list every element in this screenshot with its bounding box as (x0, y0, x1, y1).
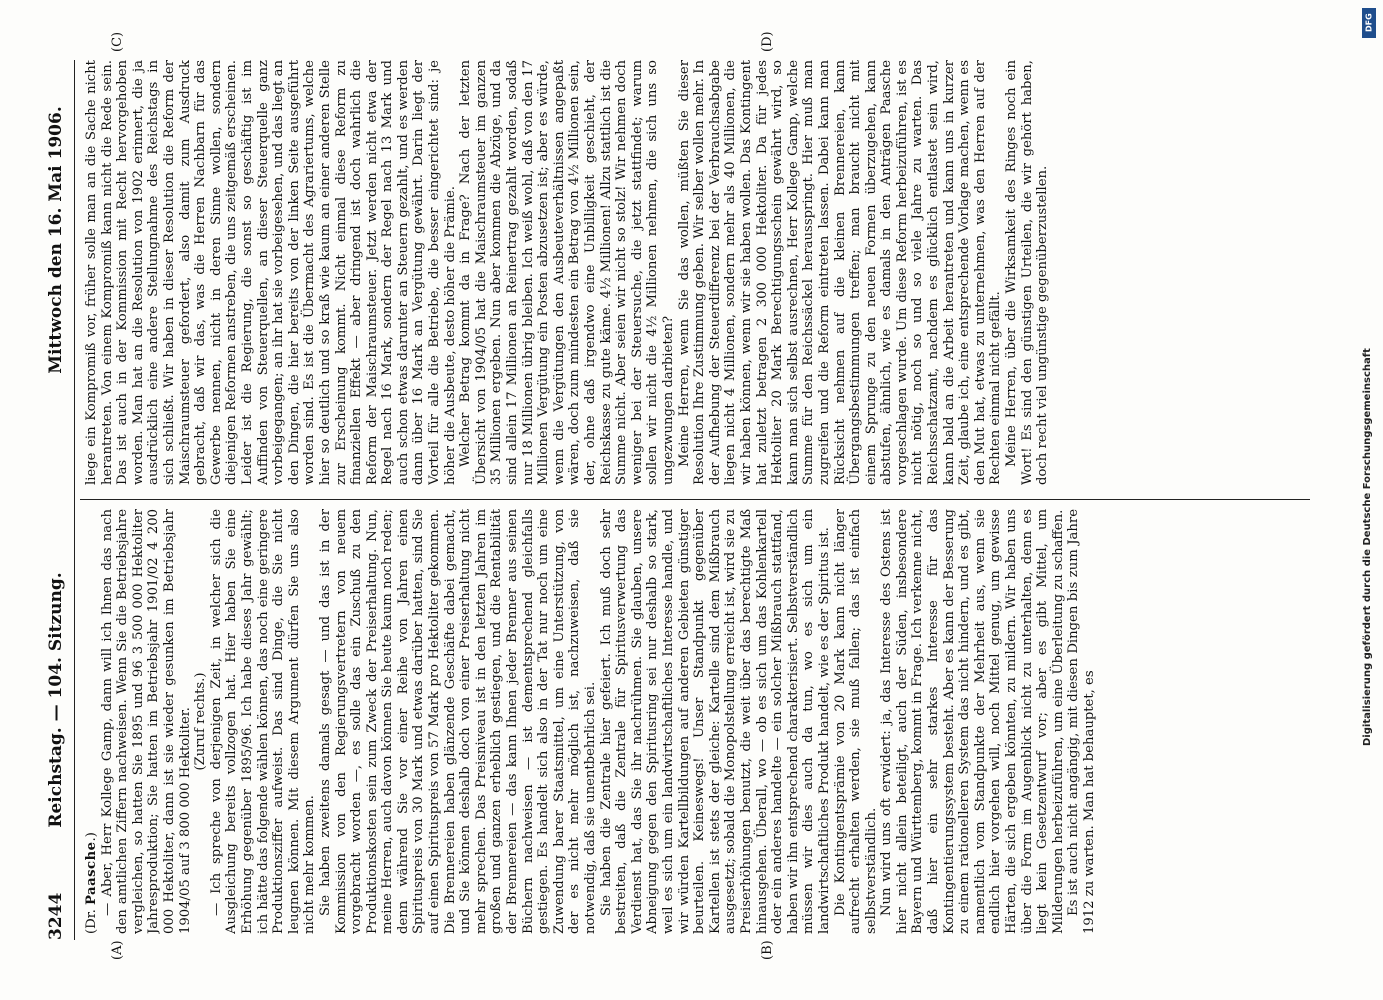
dfg-logo-icon: DFG (1362, 8, 1376, 38)
paragraph: — Aber, Herr Kollege Gamp, dann will ich Ihnen das nach den amtlichen Ziffern nachweisen. Wenn Sie die Betriebsjahre vergleichen, so hatten Sie 1895 und 96 3 500 000 Hektoliter Jahresproduktion; Sie hatten im Betriebsjahr 1901/02 4 200 000 Hektoliter, dann ist sie wieder gesunken im Betriebsjahr 1904/05 auf 3 800 000 Hektoliter. (99, 509, 193, 934)
right-column (84, 60, 1309, 485)
left-column (84, 509, 1309, 934)
margin-marker-a: (A) (110, 940, 125, 960)
paragraph: — Ich spreche von derjenigen Zeit, in welcher sich die Ausgleichung bereits vollzogen hat. Hier haben Sie eine Erhöhung gegenüber 1895/96. Ich habe dieses Jahr gewählt; ich hätte das folgende wählen können, das noch eine geringere Produktionsziffer aufweist. Das sind Dinge, die Sie nicht leugnen können. Mit diesem Argument dürfen Sie uns also nicht mehr kommen. (208, 509, 318, 934)
page-header (46, 60, 70, 940)
paragraph: Welcher Betrag kommt da in Frage? Nach der letzten Übersicht von 1904/05 hat die Maischraumsteuer im ganzen 35 Millionen ergeben. Nun aber kommen die Abzüge, und da sind allein 17 Millionen an Reinertrag gezahlt worden, sodaß nur 18 Millionen übrig bleiben. Ich weiß wohl, daß von den 17 Millionen Vergütung ein Posten abzusetzen ist; aber es würde, wenn die Vergütungen den Ausbeuteverhältnissen angepaßt wären, doch zum mindesten ein Betrag von 4½ Millionen sein, der, ohne daß irgendwo eine Unbilligkeit geschieht, der Reichskasse zu gute käme. 4½ Millionen! Allzu stattlich ist die Summe nicht. Aber seien wir nicht so stolz! Wir nehmen doch weniger bei der Steuersuche, die jetzt stattfindet; warum sollen wir nicht die 4½ Millionen nehmen, die sich uns so ungezwungen darbieten? (458, 60, 676, 485)
paragraph: Meine Herren, wenn Sie das wollen, müßten Sie dieser Resolution Ihre Zustimmung geben. Wir selber wollen mehr. In der Aufhebung der Steuerdifferenz bei der Verbrauchsabgabe liegen nicht 4 Millionen, sondern mehr als 40 Millionen, die wir haben können, wenn wir sie haben wollen. Das Kontingent hat zuletzt betragen 2 300 000 Hektoliter. Da für jedes Hektoliter 20 Mark Berechtigungsschein gewährt wird, so kann man sich selbst ausrechnen, Herr Kollege Gamp, welche Summe für den Reichssäckel herausspringt. Hier muß man zugreifen und die Reform eintreten lassen. Dabei kann man Rücksicht nehmen auf die kleinen Brennereien, kann Übergangsbestimmungen treffen; man braucht nicht mit einem Sprunge zu den neuen Formen überzugehen, kann abstufen, ähnlich, wie es damals in den Anträgen Paasche vorgeschlagen wurde. Um diese Reform herbeizuführen, ist es nicht nötig, noch so und so viele Jahre zu warten. Das Reichsschatzamt, nachdem es glücklich entlastet sein wird, kann bald an die Arbeit herantreten und kann uns in kurzer Zeit, glaube ich, eine entsprechende Vorlage machen, wenn es den Mut hat, etwas zu unternehmen, was den Herren auf der Rechten einmal nicht gefällt. (676, 60, 1004, 485)
speaker-prefix: (Dr. (84, 905, 99, 934)
paragraph: Sie haben zweitens damals gesagt — und das ist in der Kommission von den Regierungsvertretern von neuem vorgebracht worden —, es solle das ein Zuschuß zu den Produktionskosten sein zum Zweck der Preiserhaltung. Nun, meine Herren, auch davon können Sie heute kaum noch reden; denn während Sie vor einer Reihe von Jahren einen Spirituspreis von 30 Mark und etwas darüber hatten, sind Sie auf einen Spirituspreis von 57 Mark pro Hektoliter gekommen. Die Brennereien haben glänzende Geschäfte dabei gemacht, und Sie können deshalb doch von einer Preiserhaltung nicht mehr sprechen. Das Preisniveau ist in den letzten Jahren im großen und ganzen erheblich gestiegen, und die Rentabilität der Brennereien — das kann Ihnen jeder Brenner aus seinen Büchern nachweisen — ist dementsprechend gleichfalls gestiegen. Es handelt sich also in der Tat nur noch um eine Zuwendung barer Staatsmittel, um eine Unterstützung, von der es nicht mehr möglich ist, nachzuweisen, daß sie notwendig, daß sie unentbehrlich sei. (317, 509, 598, 934)
paragraph: Es ist auch nicht angängig, mit diesen Dingen bis zum Jahre 1912 zu warten. Man hat behauptet, es (1066, 509, 1097, 934)
header-left-title: Reichstag. — 104. Sitzung. (46, 572, 66, 828)
paragraph: Sie haben die Zentrale hier gefeiert. Ich muß doch sehr bestreiten, daß die Zentrale für Spiritusverwertung das Verdienst hat, das Sie ihr nachrühmen. Sie glauben, unsere Abneigung gegen den Spiritusring sei nur deshalb so stark, weil es sich um ein landwirtschaftliches Interesse handle, und wir würden Kartellbildungen auf anderen Gebieten günstiger beurteilen. Keineswegs! Unser Standpunkt gegenüber Kartellen ist stets der gleiche: Kartelle sind dem Mißbrauch ausgesetzt; sobald die Monopolstellung erreicht ist, wird sie zu Preiserhöhungen benutzt, die weit über das berechtigte Maß hinausgehen. Überall, wo — ob es sich um das Kohlenkartell oder ein anderes handelte — ein solcher Mißbrauch stattfand, haben wir ihn entsprechend charakterisiert. Selbstverständlich müssen wir dies auch da tun, wo es sich um ein landwirtschaftliches Produkt handelt, wie es der Spiritus ist. (598, 509, 832, 934)
speaker-line (84, 509, 100, 934)
digitization-credit (1362, 6, 1376, 994)
header-rule (74, 60, 75, 940)
paragraph: liege ein Kompromiß vor, früher solle man an die Sache nicht herantreten. Von einem Kompromiß kann nicht die Rede sein. Das ist auch in der Kommission mit Recht hervorgehoben worden. Man hat an die Resolution von 1902 erinnert, die ja ausdrücklich eine andere Stellungnahme des Reichstags in sich schließt. Wir haben in dieser Resolution die Reform der Maischraumsteuer gefordert, also damit zum Ausdruck gebracht, daß wir das, was die Herren Nachbarn für das Gewerbe nennen, nicht in deren Sinne wollen, sondern diejenigen Reformen anstreben, die uns zeitgemäß erscheinen. Leider ist die Regierung, die sonst so geschäftig ist im Auffinden von Steuerquellen, an dieser Steuerquelle ganz vorbeigegangen; an ihr hat sie vorbeigesehen, und das liegt an den Dingen, die hier bereits von der linken Seite ausgeführt worden sind. Es ist die Übermacht des Agrariertums, welche hier so deutlich und so kraß wie kaum an einer anderen Stelle zur Erscheinung kommt. Nicht einmal diese Reform zu finanziellen Effekt — aber dringend ist doch wahrlich die Reform der Maischraumsteuer. Jetzt werden nicht etwa der Regel nach 16 Mark, sondern der Regel nach 13 Mark und auch schon etwas darunter an Steuern gezahlt, und es werden dann über 16 Mark an Vergütung gewährt. Darin liegt der Vorteil für alle die Betriebe, die besser eingerichtet sind: je höher die Ausbeute, desto höher die Prämie. (84, 60, 458, 485)
paragraph: Die Kontingentsprämie von 20 Mark kann nicht länger aufrecht erhalten werden, sie muß fallen; das ist einfach selbstverständlich. (832, 509, 879, 934)
margin-marker-c: (C) (110, 31, 125, 52)
column-divider (80, 499, 1310, 500)
page-number: 3244 (46, 892, 66, 940)
margin-marker-b: (B) (760, 940, 775, 960)
speaker-name: Paasche (84, 841, 99, 906)
interjection: (Zuruf rechts.) (193, 672, 209, 771)
paragraph: Nun wird uns oft erwidert: ja, das Interesse des Ostens ist hier nicht allein beteiligt, auch der Süden, insbesondere Bayern und Württemberg, kommt in Frage. Ich verkenne nicht, daß hier ein sehr starkes Interesse für das Kontingentierungssystem besteht. Aber es kann der Besserung zu einem rationelleren System das nicht hindern, und es gibt, namentlich vom Standpunkte der Mehrheit aus, wenn sie endlich hier vorgehen will, noch Mittel genug, um gewisse Härten, die sich ergeben könnten, zu mildern. Wir haben uns über die Form im Augenblick nicht zu unterhalten, denn es liegt kein Gesetzentwurf vor; aber es gibt Mittel, um Milderungen herbeizuführen, um eine Überleitung zu schaffen. (879, 509, 1066, 934)
header-right-title: Mittwoch den 16. Mai 1906. (46, 106, 66, 374)
speaker-suffix: .) (84, 832, 99, 842)
margin-marker-d: (D) (760, 31, 775, 52)
credit-text: Digitalisierung gefördert durch die Deutsche Forschungsgemeinschaft (1362, 348, 1373, 746)
paragraph: Meine Herren, über die Wirksamkeit des Ringes noch ein Wort! Es sind den günstigen Urteilen, die wir gehört haben, doch recht viel ungünstige gegenüberzustellen. (1004, 60, 1051, 485)
